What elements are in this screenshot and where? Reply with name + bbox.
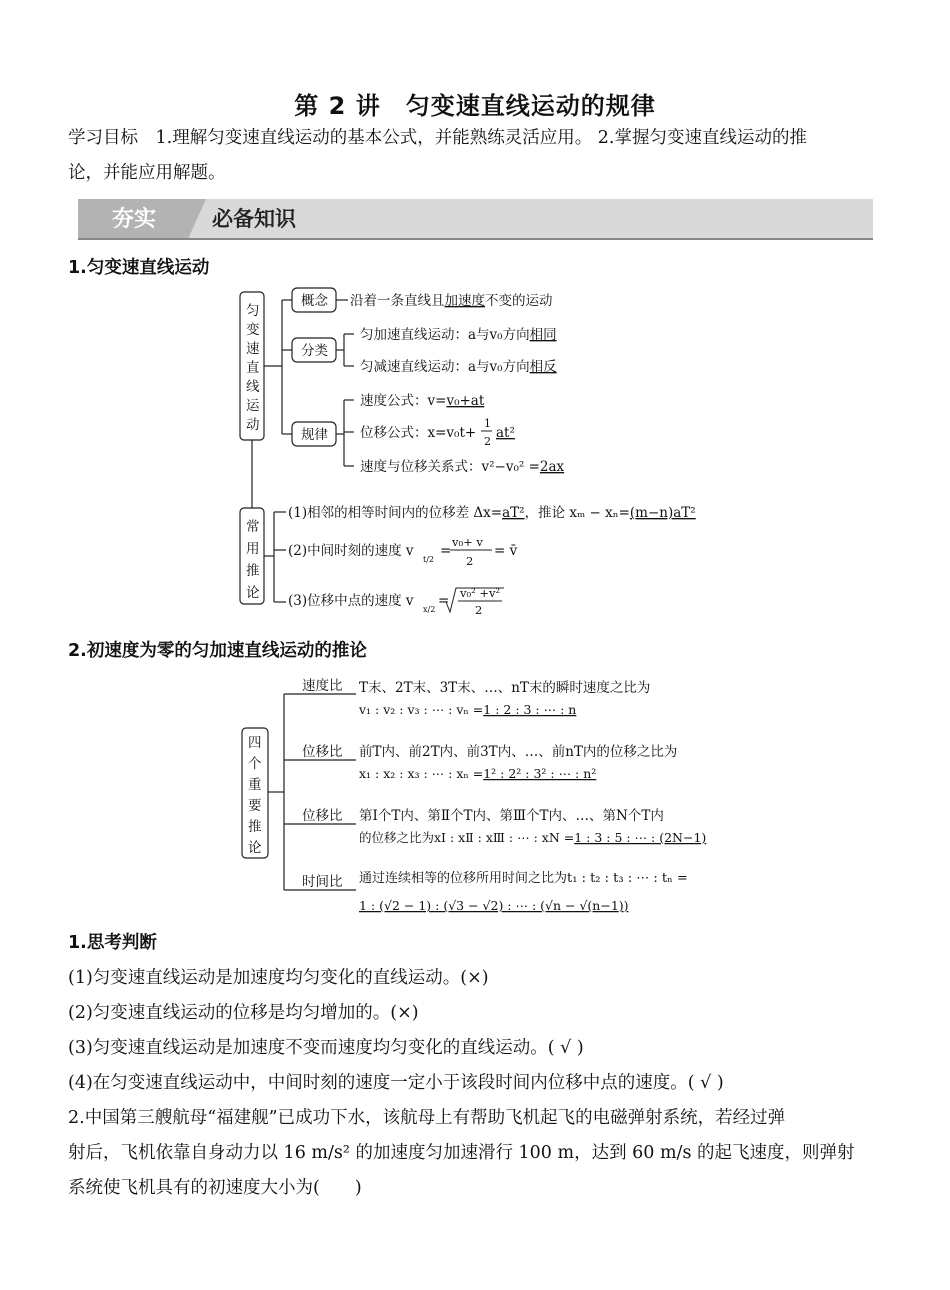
classify-dec: 匀减速直线运动：a与v₀方向相反 [360,359,557,375]
root-char: 匀 [246,303,260,319]
goals-line-2: 论，并能应用解题。 [68,163,226,183]
item-label: 位移比 [302,808,343,824]
judge-item: (1)匀变速直线运动是加速度均匀变化的直线运动。(×) [68,968,489,988]
uniform-motion-diagram [230,282,730,614]
item-line1: 第Ⅰ个T内、第Ⅱ个T内、第Ⅲ个T内、…、第N个T内 [359,808,664,824]
item-line2: 1 : (√2 − 1) : (√3 − √2) : ⋯ : (√n − √(n−1)) [359,898,629,913]
judge-item: (2)匀变速直线运动的位移是均匀增加的。(×) [68,1003,419,1023]
root-char: 个 [248,756,262,772]
inference-2-sub: t/2 [423,555,434,564]
concept-label: 概念 [301,293,328,309]
root-char: 直 [246,360,260,376]
inference-3-sub: x/2 [423,605,436,614]
learning-goals [68,121,880,191]
inference-char: 用 [246,541,260,557]
section2-heading: 2.初速度为零的匀加速直线运动的推论 [68,641,367,661]
classify-acc: 匀加速直线运动：a与v₀方向相同 [360,327,557,343]
law-x-frac-d: 2 [484,435,491,448]
question-2-line: 射后，飞机依靠自身动力以 16 m/s² 的加速度匀加速滑行 100 m，达到 60 m/s 的起飞速度，则弹射 [68,1143,855,1163]
question-2-line: 2.中国第三艘航母“福建舰”已成功下水，该航母上有帮助飞机起飞的电磁弹射系统，若经过弹 [68,1108,786,1128]
inference-3-eq: = [438,593,450,609]
judge-item: (4)在匀变速直线运动中，中间时刻的速度一定小于该段时间内位移中点的速度。( √ ) [68,1073,724,1093]
banner-underline [78,238,873,240]
root-char: 要 [248,798,262,814]
inference-2-tail: = v̄ [494,543,518,559]
root-char: 论 [248,840,262,856]
banner-tag-text: 夯实 [112,207,157,232]
root-char: 推 [248,819,262,835]
inference-2: (2)中间时刻的速度 v [288,543,414,559]
banner-tag-corner [188,199,206,239]
law-vx: 速度与位移关系式：v²−v₀² =2ax [360,459,565,475]
banner-text: 必备知识 [212,207,296,231]
judge-heading: 1.思考判断 [68,933,157,953]
question-2-line: 系统使飞机具有的初速度大小为( ) [68,1178,362,1198]
judge-section [68,926,880,1206]
inference-3-frac-n: v₀² +v² [460,586,501,600]
section1-heading: 1.匀变速直线运动 [68,258,210,278]
inference-3-frac-d: 2 [475,603,483,614]
item-line2: v₁ : v₂ : v₃ : ⋯ : vₙ =1 : 2 : 3 : ⋯ : n [359,702,577,717]
item-label: 时间比 [302,874,343,890]
root-char: 重 [248,777,262,793]
judge-item: (3)匀变速直线运动是加速度不变而速度均匀变化的直线运动。( √ ) [68,1038,584,1058]
law-x-key: at² [496,425,515,441]
item-line1: T末、2T末、3T末、…、nT末的瞬时速度之比为 [359,680,651,696]
inference-2-eq: = [440,543,452,559]
root-char: 动 [246,417,260,433]
item-line1: 通过连续相等的位移所用时间之比为t₁ : t₂ : t₃ : ⋯ : tₙ = [359,871,688,886]
item-label: 速度比 [302,678,343,694]
goals-line-1: 学习目标 1.理解匀变速直线运动的基本公式，并能熟练灵活应用。 2.掌握匀变速直线运动的推 [68,128,807,148]
concept-text: 沿着一条直线且加速度不变的运动 [350,293,553,309]
inference-2-frac-n: v₀+ v [452,535,483,549]
item-line2: 的位移之比为xⅠ : xⅡ : xⅢ : ⋯ : xN =1 : 3 : 5 : ⋯ : (2N−1) [359,830,707,845]
inference-char: 常 [246,519,260,535]
inference-char: 论 [246,585,260,601]
law-x: 位移公式：x=v₀t+ [360,425,477,441]
inference-1: (1)相邻的相等时间内的位移差 Δx=aT²，推论 xₘ − xₙ=(m−n)aT² [288,505,696,521]
law-x-frac-n: 1 [484,417,491,430]
law-v: 速度公式：v=v₀+at [360,393,485,409]
page-title: 第 2 讲 匀变速直线运动的规律 [294,92,656,120]
root-char: 四 [248,735,262,751]
goals-label: 学习目标 [68,128,138,148]
root-char: 速 [246,341,260,357]
root-char: 运 [246,398,260,414]
inference-3: (3)位移中点的速度 v [288,593,414,609]
law-label: 规律 [301,427,328,443]
inference-2-frac-d: 2 [466,554,474,568]
classify-label: 分类 [301,343,328,359]
root-char: 线 [246,379,260,395]
inference-char: 推 [246,563,260,579]
item-line1: 前T内、前2T内、前3T内、…、前nT内的位移之比为 [359,744,678,760]
zero-initial-velocity-diagram [234,674,724,924]
item-label: 位移比 [302,744,343,760]
item-line2: x₁ : x₂ : x₃ : ⋯ : xₙ =1² : 2² : 3² : ⋯ : n² [359,766,597,781]
root-char: 变 [246,322,260,338]
